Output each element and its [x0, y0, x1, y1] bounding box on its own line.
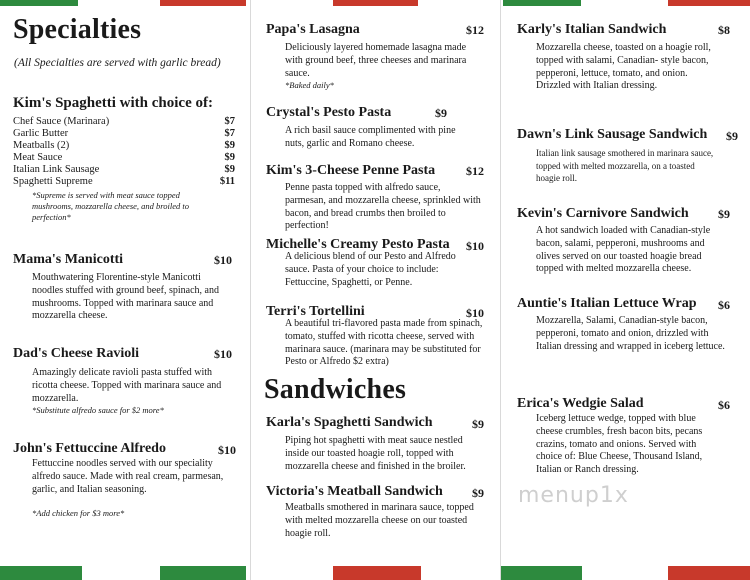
item-name-victorias-meatball-sandwich: Victoria's Meatball Sandwich	[266, 484, 443, 499]
item-name-papas-lasagna: Papa's Lasagna	[266, 22, 360, 37]
bottom-bar-green-2	[500, 566, 582, 580]
bottom-bar-red-3	[668, 566, 750, 580]
option-label: Chef Sauce (Marinara)	[13, 116, 110, 127]
item-price-mamas-manicotti: $10	[214, 253, 232, 267]
item-name-michelles-creamy-pesto-pasta: Michelle's Creamy Pesto Pasta	[266, 237, 450, 252]
item-price-karlas-spaghetti-sandwich: $9	[472, 417, 484, 431]
watermark: menup1x	[518, 483, 629, 508]
option-label: Meat Sauce	[13, 152, 63, 163]
option-label: Italian Link Sausage	[13, 164, 100, 175]
column-sandwiches-salads	[512, 0, 740, 560]
option-price: $9	[224, 164, 235, 175]
bottom-bar-green-1	[0, 566, 82, 580]
item-desc-michelles-creamy-pesto-pasta: A delicious blend of our Pesto and Alfredo sauce. Pasta of your choice to include: Fettuccine, Spaghetti, or Penne.	[285, 251, 456, 288]
option-label: Meatballs (2)	[13, 140, 70, 151]
item-desc-johns-fettuccine-alfredo: Fettuccine noodles served with our speciality alfredo sauce. Made with real cream, parmesan, garlic, and Italian seasoning.	[32, 458, 224, 495]
fold-line-1	[250, 0, 251, 580]
item-price-papas-lasagna: $12	[466, 23, 484, 37]
kims-spaghetti-options	[13, 116, 235, 192]
item-name-johns-fettuccine-alfredo: John's Fettuccine Alfredo	[13, 441, 166, 456]
item-desc-kevins-carnivore-sandwich: A hot sandwich loaded with Canadian-style bacon, salami, pepperoni, mushrooms and olives served on our toasted hoagie bread topped with melted mozzarella cheese.	[536, 225, 711, 275]
item-price-karlys-italian-sandwich: $8	[718, 23, 730, 37]
item-name-karlas-spaghetti-sandwich: Karla's Spaghetti Sandwich	[266, 415, 433, 430]
item-name-terris-tortellini: Terri's Tortellini	[266, 304, 365, 319]
specialties-title: Specialties	[13, 14, 142, 45]
item-desc-aunties-italian-lettuce-wrap: Mozzarella, Salami, Canadian-style bacon, pepperoni, tomato and onion, drizzled with Italian dressing and wrapped in iceberg lettuce.	[536, 315, 725, 352]
option-label: Spaghetti Supreme	[13, 176, 93, 187]
kims-spaghetti-heading: Kim's Spaghetti with choice of:	[13, 95, 213, 111]
item-desc-karlys-italian-sandwich: Mozzarella cheese, toasted on a hoagie roll, topped with salami, Canadian- style bacon, pepperoni, lettuce, tomato, and onion. Drizzled with Italian dressing.	[536, 42, 711, 92]
item-price-aunties-italian-lettuce-wrap: $6	[718, 298, 730, 312]
item-price-victorias-meatball-sandwich: $9	[472, 486, 484, 500]
item-desc-kims-3-cheese-penne-pasta: Penne pasta topped with alfredo sauce, parmesan, and mozzarella cheese, sprinkled with bacon, and bread crumbs then broiled to perfection!	[285, 182, 481, 232]
bottom-bar-red-1	[160, 566, 246, 580]
item-price-kevins-carnivore-sandwich: $9	[718, 207, 730, 221]
option-price: $9	[224, 152, 235, 163]
item-desc-dads-cheese-ravioli: Amazingly delicate ravioli pasta stuffed with ricotta cheese. Topped with marinara sauce and mozzarella.	[32, 367, 222, 404]
item-price-terris-tortellini: $10	[466, 306, 484, 320]
option-price: $7	[224, 128, 235, 139]
item-note-johns-fettuccine-alfredo: *Add chicken for $3 more*	[32, 508, 125, 518]
item-note-dads-cheese-ravioli: *Substitute alfredo sauce for $2 more*	[32, 405, 164, 415]
bottom-bar-red-2	[333, 566, 421, 580]
item-name-mamas-manicotti: Mama's Manicotti	[13, 252, 124, 267]
item-name-karlys-italian-sandwich: Karly's Italian Sandwich	[517, 22, 667, 37]
fold-line-2	[500, 0, 501, 580]
item-price-dads-cheese-ravioli: $10	[214, 347, 232, 361]
item-price-michelles-creamy-pesto-pasta: $10	[466, 239, 484, 253]
item-name-dads-cheese-ravioli: Dad's Cheese Ravioli	[13, 346, 139, 361]
item-price-kims-3-cheese-penne-pasta: $12	[466, 164, 484, 178]
item-desc-karlas-spaghetti-sandwich: Piping hot spaghetti with meat sauce nestled inside our toasted hoagie roll, topped with mozzarella cheese and finished in the broiler.	[285, 435, 466, 472]
item-price-ericas-wedgie-salad: $6	[718, 398, 730, 412]
item-name-kims-3-cheese-penne-pasta: Kim's 3-Cheese Penne Pasta	[266, 163, 436, 178]
item-desc-terris-tortellini: A beautiful tri-flavored pasta made from spinach, tomato, stuffed with ricotta cheese, served with marinara sauce. (marinara may be substituted for Pesto or Alfredo $2 extra)	[285, 318, 483, 368]
column-specialties	[10, 0, 238, 560]
column-pastas-and-sandwiches	[262, 0, 490, 560]
option-price: $11	[219, 176, 235, 187]
item-desc-dawns-link-sausage-sandwich: Italian link sausage smothered in marinara sauce, topped with melted mozzarella, on a toasted hoagie roll.	[536, 148, 714, 183]
option-label: Garlic Butter	[13, 128, 69, 139]
option-price: $7	[224, 116, 235, 127]
item-name-aunties-italian-lettuce-wrap: Auntie's Italian Lettuce Wrap	[517, 296, 697, 311]
item-name-kevins-carnivore-sandwich: Kevin's Carnivore Sandwich	[517, 206, 689, 221]
item-name-ericas-wedgie-salad: Erica's Wedgie Salad	[517, 396, 644, 411]
item-desc-mamas-manicotti: Mouthwatering Florentine-style Manicotti noodles stuffed with ground beef, spinach, and mushrooms. Topped with marinara sauce and mozzarella cheese.	[32, 272, 219, 322]
sandwiches-title: Sandwiches	[264, 374, 407, 405]
specialties-subtitle: (All Specialties are served with garlic bread)	[14, 57, 221, 69]
item-desc-papas-lasagna: Deliciously layered homemade lasagna made with ground beef, three cheeses and marinara sauce.	[285, 42, 467, 79]
item-note-papas-lasagna: *Baked daily*	[285, 80, 334, 90]
item-desc-victorias-meatball-sandwich: Meatballs smothered in marinara sauce, topped with melted mozzarella cheese on our toasted hoagie roll.	[285, 502, 474, 539]
item-name-crystals-pesto-pasta: Crystal's Pesto Pasta	[266, 105, 392, 120]
item-name-dawns-link-sausage-sandwich: Dawn's Link Sausage Sandwich	[517, 127, 708, 142]
item-desc-crystals-pesto-pasta: A rich basil sauce complimented with pine nuts, garlic and Romano cheese.	[285, 125, 456, 149]
item-price-crystals-pesto-pasta: $9	[435, 106, 447, 120]
item-desc-ericas-wedgie-salad: Iceberg lettuce wedge, topped with blue cheese crumbles, fresh bacon bits, pecans crazins, tomato and onions. Served with choice of: Blue Cheese, Thousand Island, Italian or Ranch dressing.	[536, 413, 703, 476]
supreme-note: *Supreme is served with meat sauce topped mushrooms, mozzarella cheese, and broiled to perfection*	[32, 190, 190, 222]
item-price-johns-fettuccine-alfredo: $10	[218, 443, 236, 457]
option-price: $9	[224, 140, 235, 151]
item-price-dawns-link-sausage-sandwich: $9	[726, 129, 738, 143]
